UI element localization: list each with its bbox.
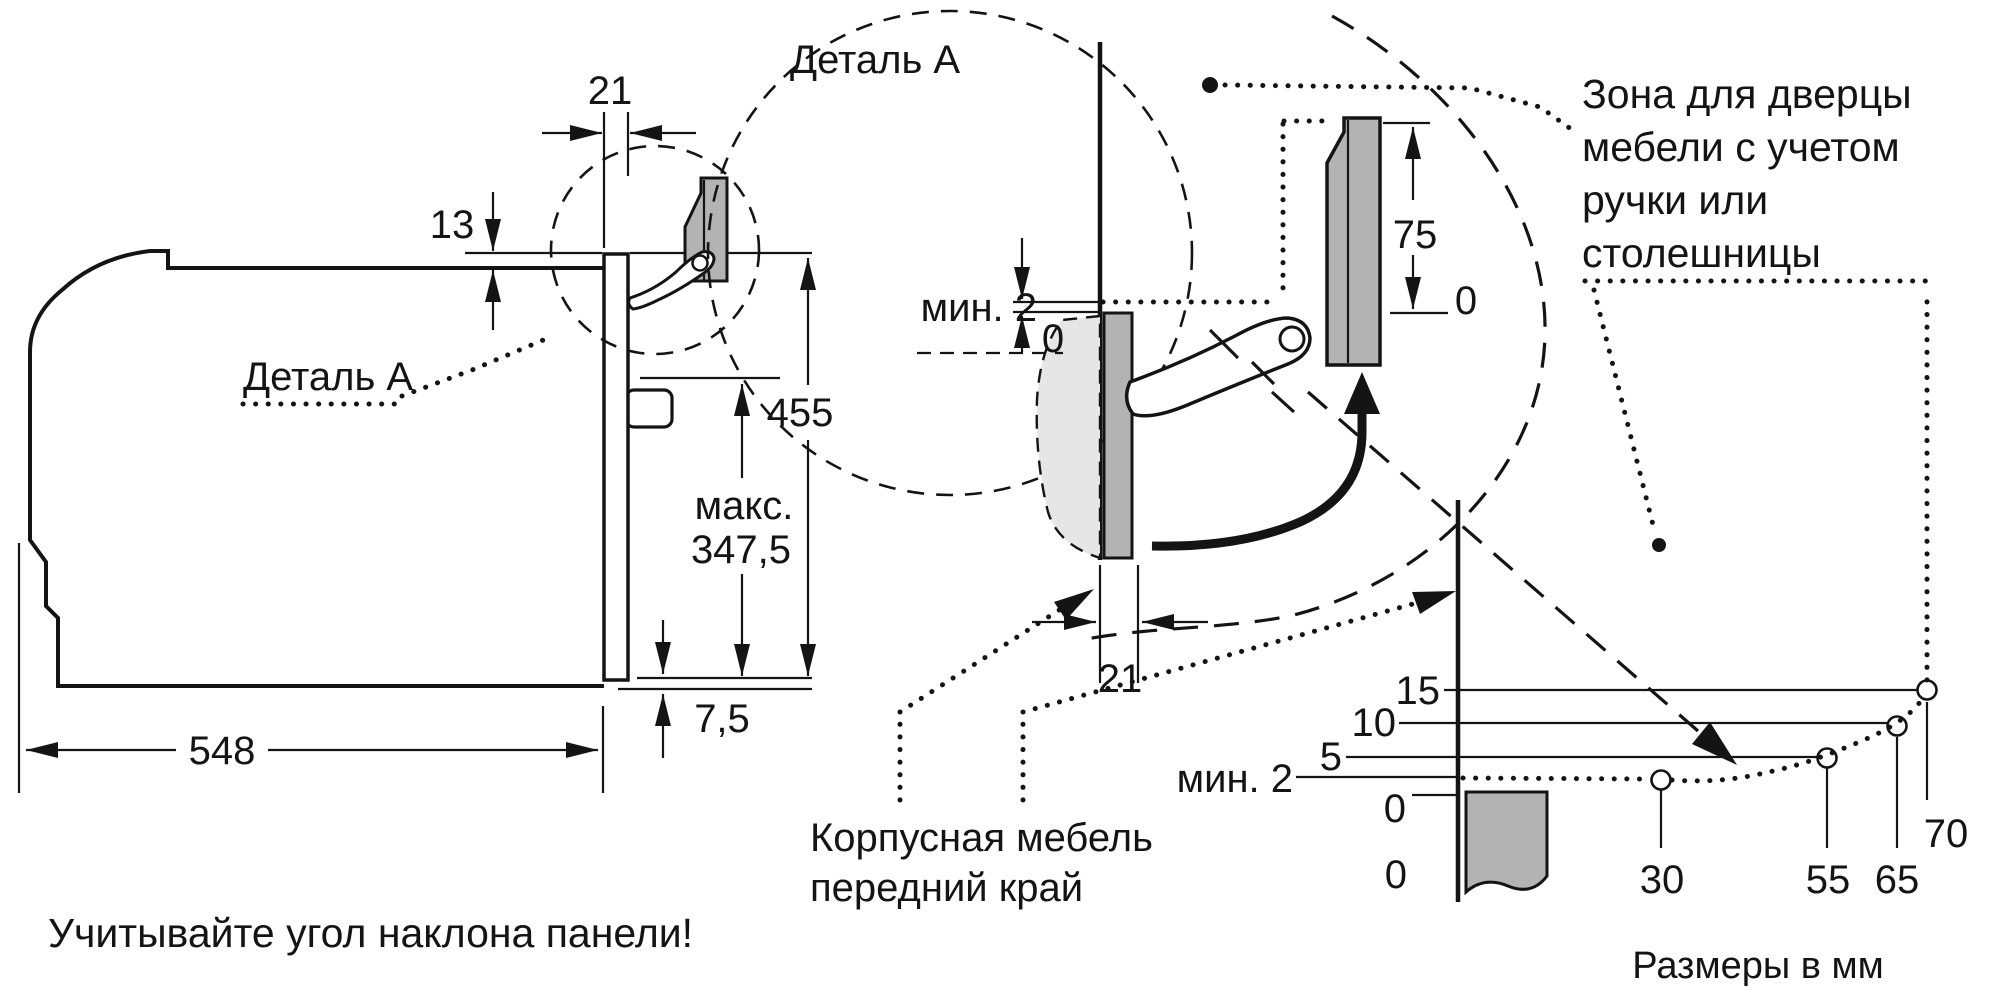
cabinet-note-line2: передний край bbox=[810, 866, 1084, 910]
xlabel-0: 0 bbox=[1384, 853, 1407, 897]
detail-a-label: Деталь A bbox=[243, 355, 414, 399]
leader-arrowhead bbox=[1054, 589, 1094, 620]
door-motion-arrowhead bbox=[1344, 372, 1380, 414]
leader-dot bbox=[1652, 538, 1666, 552]
xlabel-65: 65 bbox=[1874, 858, 1920, 902]
furniture-panel-section bbox=[1466, 792, 1547, 892]
ylabel-15: 15 bbox=[1395, 669, 1440, 713]
zone-note-line1: Зона для дверцы bbox=[1582, 71, 1912, 117]
clearance-chart bbox=[1177, 290, 1969, 987]
oven-body-outline bbox=[30, 251, 604, 686]
cabinet-note-line1: Корпусная мебель bbox=[810, 816, 1153, 860]
ylabel-5: 5 bbox=[1319, 735, 1342, 779]
dim-label-455: 455 bbox=[766, 391, 834, 435]
point-70-15 bbox=[1918, 681, 1937, 700]
dim-label-0-top: 0 bbox=[1041, 317, 1065, 361]
footnote-text: Учитывайте угол наклона панели! bbox=[48, 910, 694, 956]
dim-label-min2: мин. 2 bbox=[920, 286, 1037, 330]
dim-label-21-detail: 21 bbox=[1097, 657, 1143, 701]
pointer-arrowhead bbox=[1692, 722, 1737, 765]
dotted-leader bbox=[1023, 597, 1438, 712]
dim-label-75mm: 7,5 bbox=[694, 697, 750, 741]
dotted-leader-down bbox=[1594, 290, 1655, 533]
oven-front-frame-detail bbox=[1104, 313, 1132, 558]
pointer-dashed-line bbox=[1308, 392, 1698, 731]
door-motion-arrow-shaft bbox=[1152, 392, 1362, 546]
xlabel-70: 70 bbox=[1923, 812, 1969, 856]
dim-label-0-door: 0 bbox=[1454, 279, 1478, 323]
dotted-leader bbox=[900, 598, 1078, 712]
units-caption: Размеры в мм bbox=[1632, 945, 1884, 987]
hatch-mark bbox=[1272, 392, 1294, 412]
dim-label-21: 21 bbox=[587, 69, 633, 113]
zone-note-line4: столешницы bbox=[1582, 230, 1821, 276]
ylabel-10: 10 bbox=[1351, 701, 1396, 745]
dotted-leader bbox=[402, 338, 548, 396]
oven-handle bbox=[626, 390, 672, 427]
detail-a-title: Деталь A bbox=[790, 38, 961, 82]
ylabel-min2: мин. 2 bbox=[1176, 757, 1293, 801]
leader-arrowhead bbox=[1412, 591, 1456, 614]
hinge-pivot-detail bbox=[1280, 327, 1304, 351]
left-side-view bbox=[19, 69, 840, 793]
leader-dot bbox=[1202, 77, 1218, 93]
dim-label-3475: 347,5 bbox=[690, 528, 792, 572]
ylabel-0: 0 bbox=[1383, 787, 1406, 831]
curve-dotted-flat bbox=[1463, 778, 1645, 779]
xlabel-55: 55 bbox=[1805, 858, 1851, 902]
dim-label-548: 548 bbox=[188, 729, 256, 773]
oven-front-frame bbox=[604, 254, 628, 680]
zone-note bbox=[1202, 71, 1936, 552]
xlabel-30: 30 bbox=[1639, 858, 1685, 902]
dim-label-max: макс. bbox=[694, 484, 794, 528]
dim-label-13: 13 bbox=[429, 203, 475, 247]
cabinet-note bbox=[810, 589, 1456, 910]
furniture-door-panel bbox=[1327, 118, 1380, 365]
hinge-pivot bbox=[693, 256, 708, 271]
dim-label-75: 75 bbox=[1392, 213, 1438, 257]
point-30-2 bbox=[1652, 771, 1671, 790]
zone-note-line2: мебели с учетом bbox=[1582, 124, 1900, 170]
zone-note-line3: ручки или bbox=[1582, 177, 1769, 223]
